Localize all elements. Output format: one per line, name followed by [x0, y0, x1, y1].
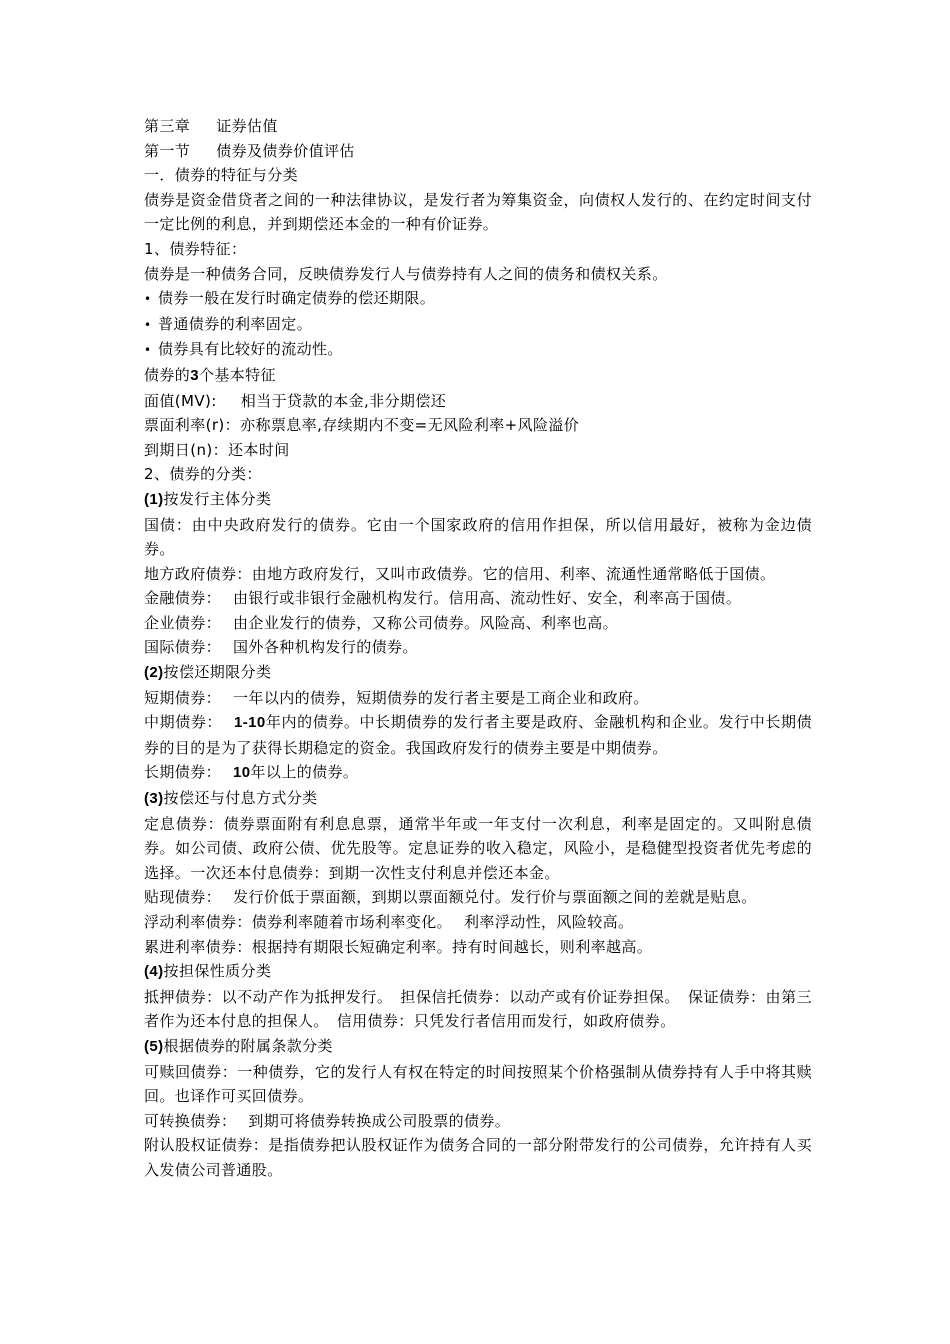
item-floating-rate-bond: [144, 910, 812, 935]
term-number: 1-10: [234, 714, 266, 732]
term-label: 企业债券：: [144, 613, 222, 632]
item-international-bond: [144, 635, 812, 660]
features-heading: 1、债券特征：: [144, 239, 247, 258]
item-municipal-bond: 地方政府债券：由地方政府发行，又叫市政债券。它的信用、利率、流通性通常略低于国债。: [144, 564, 776, 583]
item-guarantee-types: 抵押债券：以不动产作为抵押发行。 担保信托债券：以动产或有价证券担保。 保证债券：由第三者作为还本付息的担保人。 信用债券：只凭发行者信用而发行，如政府债券。: [144, 987, 812, 1031]
bullet-text: 债券具有比较好的流动性。: [158, 340, 343, 359]
chapter-title: [144, 114, 812, 139]
term-label: 票面利率(r)：: [144, 416, 241, 435]
feature-face-value: [144, 389, 812, 414]
term-label: 长期债券：: [144, 763, 222, 782]
term-desc: 一年以内的债券，短期债券的发行者主要是工商企业和政府。: [233, 688, 649, 707]
category-title: 按担保性质分类: [163, 962, 272, 981]
bullet-item: [144, 286, 812, 312]
category-heading-3: [144, 786, 812, 812]
category-number: (2): [144, 664, 164, 682]
term-desc: 到期可将债券转换成公司股票的债券。: [248, 1111, 511, 1130]
term-desc: 年内的债券。中长期债券的发行者主要是政府、金融机构和企业。发行中长期债券的目的是为了获得长期稳定的资金。我国政府发行的债券主要是中期债券。: [144, 713, 812, 757]
term-label: 可转换债券：: [144, 1111, 237, 1130]
features-intro: 债券是一种债务合同，反映债券发行人与债券持有人之间的债务和债权关系。: [144, 264, 668, 283]
item-discount-bond: [144, 885, 812, 910]
term-label: 贴现债券：: [144, 888, 222, 907]
bullet-icon: •: [144, 292, 152, 307]
section-name: 债券及债券价值评估: [216, 141, 355, 160]
term-label: 面值(MV):: [144, 391, 217, 410]
term-number: 10: [233, 764, 251, 782]
basic-features-prefix: 债券的: [144, 365, 191, 384]
feature-coupon-rate: [144, 413, 812, 438]
bullet-item: [144, 337, 812, 363]
bullet-text: 普通债券的利率固定。: [158, 314, 313, 333]
bond-definition: 债券是资金借贷者之间的一种法律协议，是发行者为筹集资金，向债权人发行的、在约定时间支付一定比例的利息，并到期偿还本金的一种有价证券。: [144, 190, 812, 234]
bullet-item: [144, 312, 812, 338]
item-convertible-bond: [144, 1109, 812, 1134]
term-desc: 年以上的债券。: [250, 763, 359, 782]
item-progressive-rate-bond: 累进利率债券：根据持有期限长短确定利率。持有时间越长，则利率越高。: [144, 937, 653, 956]
item-financial-bond: [144, 586, 812, 611]
category-title: 按偿还期限分类: [163, 663, 272, 682]
term-label: 短期债券：: [144, 688, 222, 707]
category-number: (5): [144, 1037, 164, 1055]
category-number: (1): [144, 490, 164, 508]
category-heading-4: [144, 959, 812, 985]
item-government-bond: 国债：由中央政府发行的债券。它由一个国家政府的信用作担保，所以信用最好，被称为金边债券。: [144, 515, 812, 559]
term-desc: 由企业发行的债券，又称公司债券。风险高、利率也高。: [233, 613, 619, 632]
bullet-icon: •: [144, 343, 152, 358]
item-fixed-rate-bond: 定息债券：债券票面附有利息息票，通常半年或一年支付一次利息，利率是固定的。又叫附息债券。如公司债、政府公债、优先股等。定息证券的收入稳定，风险小，是稳健型投资者优先考虑的选择。一次还本付息债券：到期一次性支付利息并偿还本金。: [144, 814, 812, 882]
term-label: 金融债券：: [144, 589, 222, 608]
category-title: 按发行主体分类: [163, 489, 272, 508]
category-heading-2: [144, 660, 812, 686]
term-desc: 还本时间: [228, 440, 290, 459]
category-number: (3): [144, 790, 164, 808]
term-desc: 由银行或非银行金融机构发行。信用高、流动性好、安全，利率高于国债。: [233, 589, 742, 608]
term-desc: 相当于贷款的本金,非分期偿还: [240, 391, 447, 410]
section-title: [144, 139, 812, 164]
basic-features-heading: [144, 363, 812, 389]
document-page: [144, 114, 812, 1183]
term-desc: 发行价低于票面额，到期以票面额兑付。发行价与票面额之间的差就是贴息。: [233, 888, 757, 907]
category-number: (4): [144, 963, 164, 981]
term-desc: 国外各种机构发行的债券。: [233, 638, 418, 657]
category-heading-1: [144, 487, 812, 513]
classification-heading: 2、债券的分类：: [144, 465, 262, 484]
term-label: 浮动利率债券：债券利率随着市场利率变化。: [144, 913, 453, 931]
chapter-label: 第三章: [144, 117, 191, 135]
term-label: 国际债券：: [144, 638, 222, 657]
basic-features-count: 3: [190, 366, 199, 384]
basic-features-suffix: 个基本特征: [198, 365, 276, 384]
section-label: 第一节: [144, 141, 191, 160]
item-short-term-bond: [144, 686, 812, 711]
heading-features-and-classification: 一．债券的特征与分类: [144, 166, 299, 185]
item-long-term-bond: [144, 760, 812, 786]
category-title: 根据债券的附属条款分类: [163, 1036, 333, 1055]
bullet-icon: •: [144, 317, 152, 332]
category-title: 按偿还与付息方式分类: [163, 789, 318, 808]
chapter-name: 证券估值: [216, 117, 278, 135]
item-corporate-bond: [144, 611, 812, 636]
item-warrant-bond: 附认股权证债券：是指债券把认股权证作为债务合同的一部分附带发行的公司债券，允许持有人买入发债公司普通股。: [144, 1136, 812, 1179]
item-callable-bond: 可赎回债券：一种债券，它的发行人有权在特定的时间按照某个价格强制从债券持有人手中将其赎回。也译作可买回债券。: [144, 1062, 812, 1106]
term-desc: 亦称票息率,存续期内不变=无风险利率+风险溢价: [240, 416, 580, 435]
term-label: 中期债券：: [144, 713, 223, 732]
term-label: 到期日(n)：: [144, 440, 229, 459]
feature-maturity: [144, 438, 812, 463]
term-desc: 利率浮动性，风险较高。: [464, 913, 634, 931]
item-medium-term-bond: [144, 710, 812, 760]
bullet-text: 债券一般在发行时确定债券的偿还期限。: [158, 289, 436, 308]
category-heading-5: [144, 1034, 812, 1060]
